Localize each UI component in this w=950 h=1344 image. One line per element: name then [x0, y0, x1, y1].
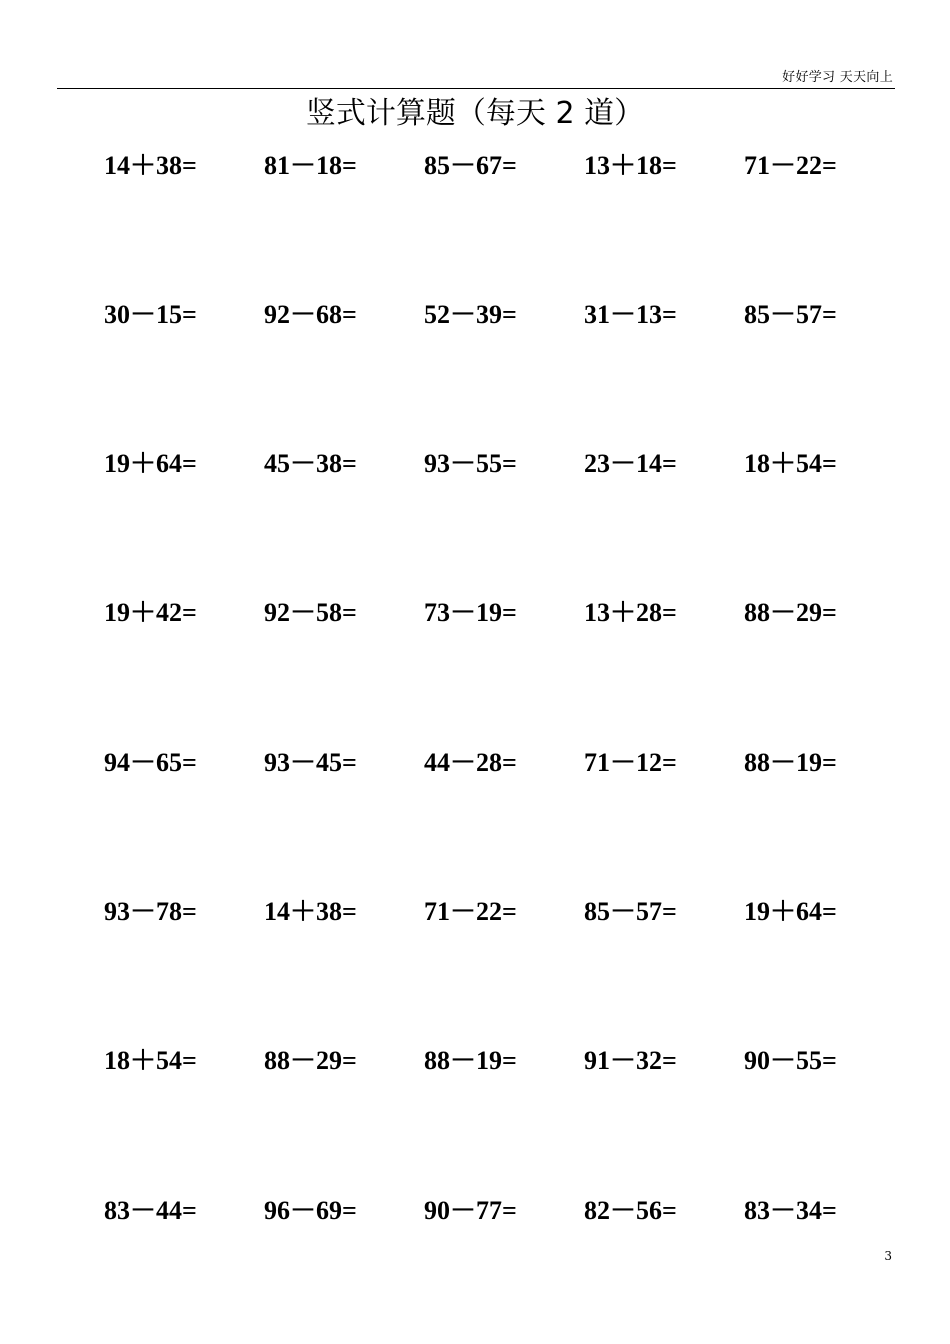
problem-cell: 94－65= [104, 748, 197, 777]
problem-cell: 81－18= [264, 151, 357, 180]
problem-cell: 90－77= [424, 1196, 517, 1225]
problem-cell: 19＋64= [104, 449, 197, 478]
problem-cell: 31－13= [584, 300, 677, 329]
problem-cell: 85－57= [744, 300, 837, 329]
problem-cell: 91－32= [584, 1046, 677, 1075]
problem-cell: 19＋64= [744, 897, 837, 926]
problem-cell: 83－34= [744, 1196, 837, 1225]
problem-cell: 93－55= [424, 449, 517, 478]
page-number: 3 [884, 1249, 892, 1263]
problem-cell: 18＋54= [744, 449, 837, 478]
problem-cell: 14＋38= [264, 897, 357, 926]
problem-cell: 44－28= [424, 748, 517, 777]
problem-cell: 88－29= [264, 1046, 357, 1075]
problem-cell: 52－39= [424, 300, 517, 329]
problem-cell: 13＋18= [584, 151, 677, 180]
problem-cell: 14＋38= [104, 151, 197, 180]
problem-cell: 85－67= [424, 151, 517, 180]
problem-cell: 92－68= [264, 300, 357, 329]
problem-cell: 30－15= [104, 300, 197, 329]
problem-cell: 73－19= [424, 598, 517, 627]
problem-cell: 23－14= [584, 449, 677, 478]
problem-cell: 71－22= [424, 897, 517, 926]
problem-cell: 93－78= [104, 897, 197, 926]
problem-cell: 82－56= [584, 1196, 677, 1225]
problem-cell: 83－44= [104, 1196, 197, 1225]
problem-cell: 88－29= [744, 598, 837, 627]
page-title: 竖式计算题（每天 2 道） [305, 96, 645, 131]
problem-cell: 93－45= [264, 748, 357, 777]
problem-cell: 85－57= [584, 897, 677, 926]
problem-cell: 92－58= [264, 598, 357, 627]
header-slogan: 好好学习 天天向上 [782, 70, 893, 85]
problem-cell: 96－69= [264, 1196, 357, 1225]
problem-cell: 71－22= [744, 151, 837, 180]
problem-cell: 19＋42= [104, 598, 197, 627]
problem-cell: 90－55= [744, 1046, 837, 1075]
problem-cell: 71－12= [584, 748, 677, 777]
problem-cell: 88－19= [424, 1046, 517, 1075]
problem-cell: 45－38= [264, 449, 357, 478]
problem-cell: 18＋54= [104, 1046, 197, 1075]
problem-cell: 13＋28= [584, 598, 677, 627]
header-divider [57, 88, 895, 89]
problem-cell: 88－19= [744, 748, 837, 777]
